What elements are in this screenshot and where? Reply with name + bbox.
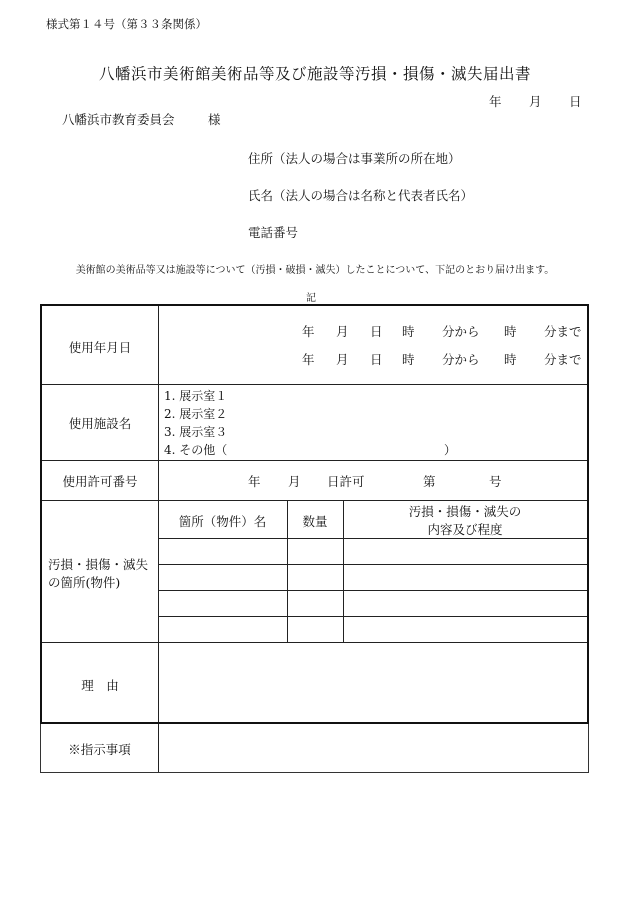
- usage-year: 年: [302, 352, 315, 367]
- facility-option: 2. 展示室２: [164, 407, 228, 421]
- instruction-row: [40, 724, 589, 773]
- instruction-divider: [158, 724, 159, 772]
- report-table: [40, 304, 589, 724]
- permit-year: 年: [248, 474, 261, 489]
- facility-other-close: ）: [444, 443, 457, 457]
- damage-col-detail-2: 内容及び程度: [427, 522, 503, 537]
- row-divider: [42, 500, 587, 501]
- damage-label: 汚損・損傷・滅失の箇所(物件): [48, 557, 149, 590]
- applicant-name-label: 氏名（法人の場合は名称と代表者氏名）: [248, 188, 474, 203]
- usage-month: 月: [336, 324, 349, 339]
- permit-go: 号: [489, 474, 502, 489]
- date-day: 日: [569, 94, 582, 109]
- applicant-phone-label: 電話番号: [248, 225, 299, 240]
- damage-col-place: 箇所（物件）名: [178, 514, 267, 529]
- usage-month: 月: [336, 352, 349, 367]
- facility-option: 4. その他（: [164, 443, 228, 457]
- date-month: 月: [529, 94, 542, 109]
- usage-hour2: 時: [504, 324, 517, 339]
- facility-option: 1. 展示室１: [164, 389, 228, 403]
- ki-label: 記: [306, 293, 316, 304]
- permit-month: 月: [288, 474, 301, 489]
- permit-day: 日許可: [327, 474, 365, 489]
- facility-option: 3. 展示室３: [164, 425, 228, 439]
- usage-from: 分から: [442, 324, 480, 339]
- permit-label: 使用許可番号: [62, 474, 138, 489]
- usage-from: 分から: [442, 352, 480, 367]
- usage-day: 日: [370, 352, 383, 367]
- instruction-label: ※指示事項: [68, 742, 131, 757]
- damage-col-detail-1: 汚損・損傷・滅失の: [408, 504, 522, 519]
- statement: 美術館の美術品等又は施設等について（汚損・破損・滅失）したことについて、下記のとおり届け出ます。: [75, 265, 555, 276]
- permit-dai: 第: [423, 474, 436, 489]
- usage-hour: 時: [402, 352, 415, 367]
- row-divider: [42, 642, 587, 643]
- damage-subrow: [158, 590, 587, 591]
- usage-until: 分まで: [544, 352, 582, 367]
- usage-hour: 時: [402, 324, 415, 339]
- applicant-address-label: 住所（法人の場合は事業所の所在地）: [248, 151, 461, 166]
- row-divider: [42, 460, 587, 461]
- damage-subrow: [158, 538, 587, 539]
- addressee: 八幡浜市教育委員会: [62, 112, 175, 127]
- row-divider: [42, 384, 587, 385]
- usage-date-label: 使用年月日: [68, 340, 132, 355]
- page-title: 八幡浜市美術館美術品等及び施設等汚損・損傷・滅失届出書: [98, 65, 531, 83]
- usage-hour2: 時: [504, 352, 517, 367]
- form-number: 様式第１４号（第３３条関係）: [46, 17, 207, 31]
- honorific: 様: [208, 112, 221, 127]
- facility-label: 使用施設名: [68, 416, 132, 431]
- usage-until: 分まで: [544, 324, 582, 339]
- reason-label: 理 由: [81, 678, 119, 693]
- usage-year: 年: [302, 324, 315, 339]
- damage-subrow: [158, 564, 587, 565]
- date-year: 年: [489, 94, 502, 109]
- usage-day: 日: [370, 324, 383, 339]
- damage-subrow: [158, 616, 587, 617]
- damage-col-qty: 数量: [302, 514, 328, 529]
